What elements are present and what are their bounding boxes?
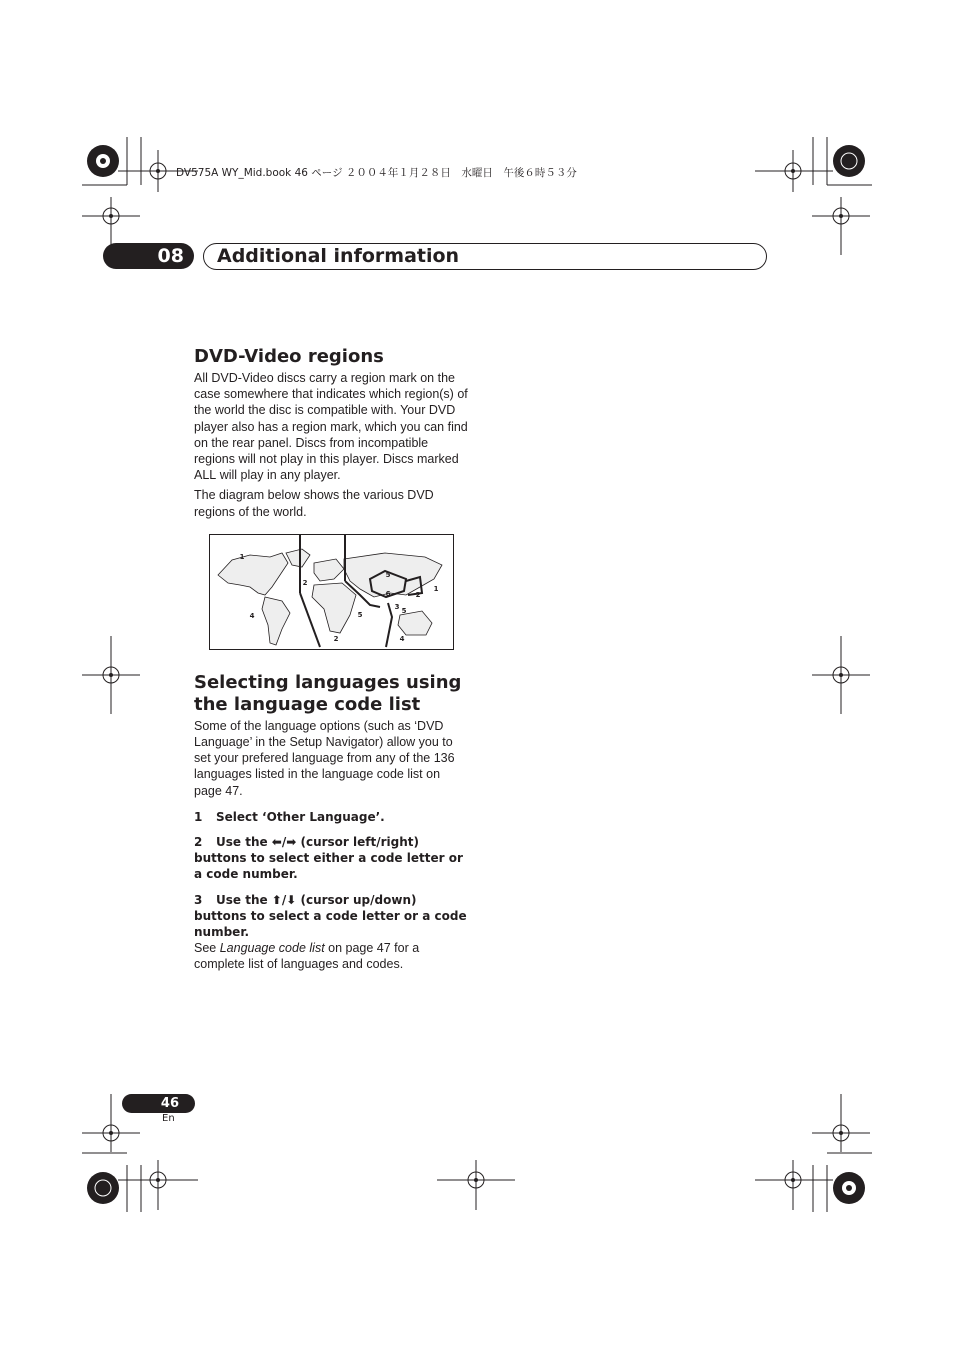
crosshair-mark: [755, 1160, 833, 1210]
dvd-regions-paragraph: All DVD-Video discs carry a region mark on the case somewhere that indicates which region(s) of the world the disc is compatible with. Your DVD player also has a region mark, which you can find on the rear panel. Discs from incompatible regions will not play in this player. Discs marked ALL will play in any player.: [194, 371, 468, 483]
dvd-region-map: [209, 534, 454, 650]
region-label: 5: [385, 570, 391, 579]
section-heading-language-code-list: Selecting languages using the language code list: [194, 671, 462, 715]
chapter-number-badge: 08: [103, 243, 194, 269]
main-column: [194, 346, 470, 977]
region-label: 5: [357, 610, 363, 619]
language-intro-paragraph: Some of the language options (such as ‘DVD Language’ in the Setup Navigator) allow you to set your prefered language from any of the 136 languages listed in the language code list on page 47.: [194, 718, 455, 798]
region-label: 3: [394, 602, 400, 611]
section-heading-dvd-regions: DVD-Video regions: [194, 346, 384, 367]
crosshair-mark: [812, 197, 870, 255]
crosshair-mark: [437, 1160, 515, 1210]
step-1: 1 Select ‘Other Language’.: [194, 809, 385, 824]
sunburst-mark-bottom-right: [833, 1172, 865, 1204]
region-label: 1: [239, 552, 245, 561]
crosshair-mark: [118, 1160, 198, 1210]
page-number-badge: 46: [122, 1094, 195, 1113]
region-label: 6: [385, 589, 391, 598]
region-label: 5: [401, 606, 407, 615]
crosshair-mark: [812, 1094, 870, 1152]
region-label: 1: [433, 584, 439, 593]
diagram-intro-paragraph: The diagram below shows the various DVD regions of the world.: [194, 488, 434, 519]
sunburst-mark-top-left: [87, 145, 119, 177]
region-label: 4: [399, 634, 405, 643]
region-label: 2: [415, 590, 421, 599]
sunburst-mark-bottom-left: [87, 1172, 119, 1204]
step-2: 2 Use the ⬅/➡ (cursor left/right) buttons to select either a code letter or a code number.: [194, 835, 463, 882]
all-label: ALL: [194, 468, 217, 483]
region-label: 2: [302, 578, 308, 587]
chapter-title: Additional information: [203, 243, 767, 270]
sunburst-mark-top-right: [833, 145, 865, 177]
print-header: DV575A WY_Mid.book 46 ページ ２００４年１月２８日 水曜日 午後６時５３分: [176, 167, 577, 179]
world-map-figure: [210, 535, 453, 649]
region-label: 4: [249, 611, 255, 620]
page-language-code: En: [162, 1113, 175, 1124]
step-3-note: See Language code list on page 47 for a complete list of languages and codes.: [194, 941, 420, 972]
region-label: 2: [333, 634, 339, 643]
step-3: 3 Use the ⬆/⬇ (cursor up/down) buttons to select a code letter or a code number.: [194, 892, 467, 940]
